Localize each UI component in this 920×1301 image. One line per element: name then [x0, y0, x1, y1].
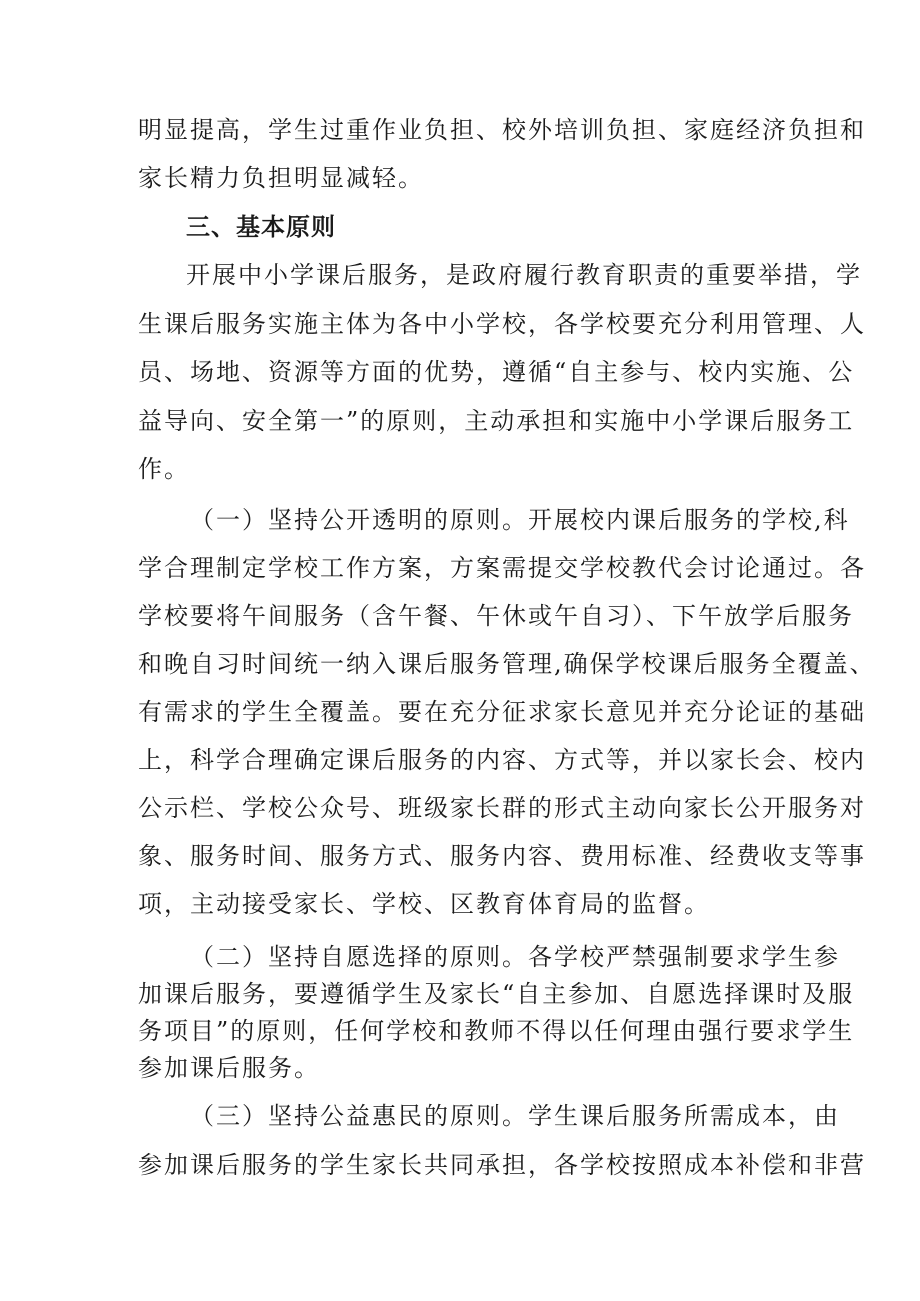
principle-line-2: 生课后服务实施主体为各中小学校，各学校要充分利用管理、人 — [138, 310, 866, 338]
section-heading: 三、基本原则 — [186, 213, 336, 241]
item3-line-2: 参加课后服务的学生家长共同承担，各学校按照成本补偿和非营 — [138, 1151, 866, 1179]
item2-line-4: 参加课后服务。 — [138, 1054, 320, 1082]
item1-line-7: 公示栏、学校公众号、班级家长群的形式主动向家长公开服务对 — [138, 794, 866, 822]
item1-line-5: 有需求的学生全覆盖。要在充分征求家长意见并充分论证的基础 — [138, 698, 866, 726]
intro-line-1: 明显提高，学生过重作业负担、校外培训负担、家庭经济负担和 — [138, 116, 866, 144]
item1-line-8: 象、服务时间、服务方式、服务内容、费用标准、经费收支等事 — [138, 842, 866, 870]
item2-line-3: 务项目”的原则，任何学校和教师不得以任何理由强行要求学生 — [138, 1017, 855, 1045]
item3-line-1: （三）坚持公益惠民的原则。学生课后服务所需成本，由 — [190, 1102, 840, 1130]
intro-line-2: 家长精力负担明显减轻。 — [138, 164, 424, 192]
item1-line-6: 上，科学合理确定课后服务的内容、方式等，并以家长会、校内 — [138, 746, 866, 774]
item1-line-9: 项，主动接受家长、学校、区教育体育局的监督。 — [138, 890, 710, 918]
item2-line-2: 加课后服务，要遵循学生及家长“自主参加、自愿选择课时及服 — [138, 980, 855, 1008]
item1-line-4: 和晚自习时间统一纳入课后服务管理,确保学校课后服务全覆盖、 — [138, 650, 876, 678]
item1-line-2: 学合理制定学校工作方案，方案需提交学校教代会讨论通过。各 — [138, 554, 866, 582]
principle-line-3: 员、场地、资源等方面的优势，遵循“自主参与、校内实施、公 — [138, 358, 855, 386]
principle-line-1: 开展中小学课后服务，是政府履行教育职责的重要举措，学 — [186, 261, 862, 289]
item1-line-3: 学校要将午间服务（含午餐、午休或午自习）、下午放学后服务 — [138, 602, 854, 630]
item1-line-1: （一）坚持公开透明的原则。开展校内课后服务的学校,科 — [190, 506, 850, 534]
item2-line-1: （二）坚持自愿选择的原则。各学校严禁强制要求学生参 — [190, 943, 840, 971]
principle-line-5: 作。 — [138, 455, 190, 483]
principle-line-4: 益导向、安全第一”的原则，主动承担和实施中小学课后服务工 — [138, 407, 855, 435]
